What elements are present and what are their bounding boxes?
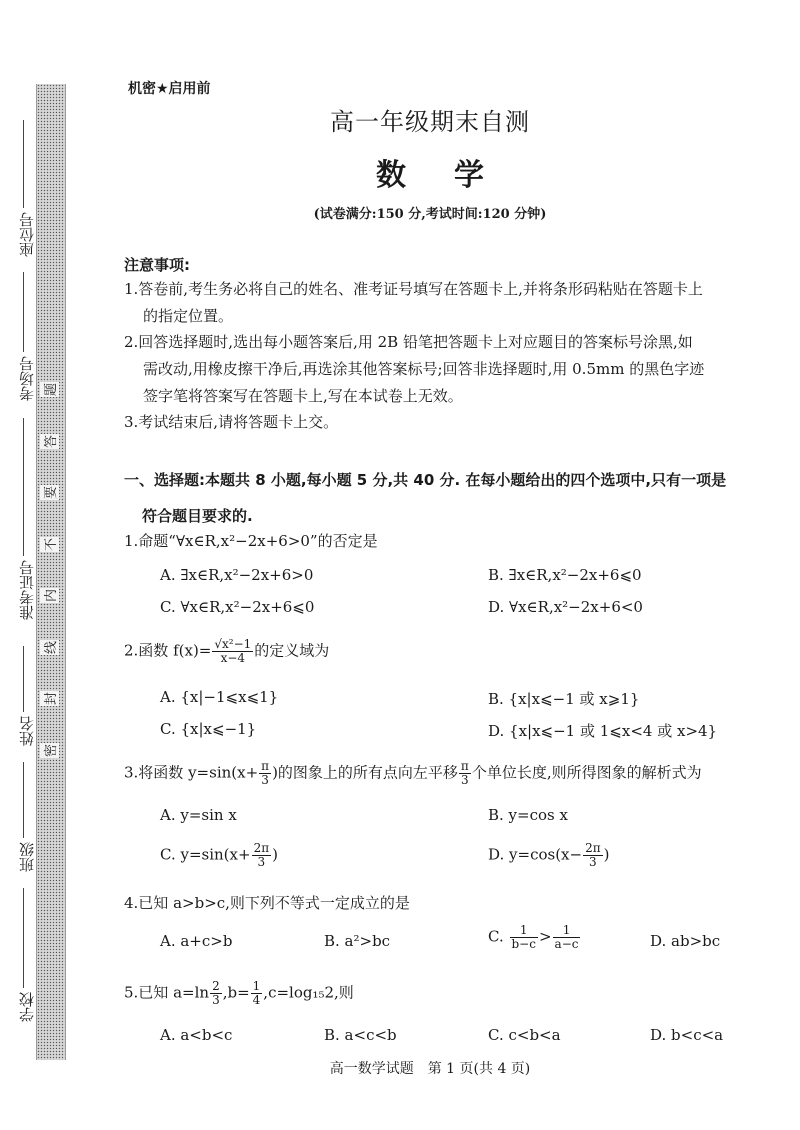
fraction: $\frac{1}{4}$ bbox=[252, 979, 261, 1007]
q3-option-d: D. y=cos(x− $\frac{2\pi}{3}$ ) bbox=[488, 841, 610, 869]
seal-char: 不 bbox=[40, 537, 59, 552]
admission-number-label: 准考证号 bbox=[18, 560, 36, 620]
notice-item: 1.答卷前,考生务必将自己的姓名、准考证号填写在答题卡上,并将条形码粘贴在答题卡上 的指定位置。 bbox=[124, 280, 703, 325]
section-heading: 一、选择题:本题共 8 小题,每小题 5 分,共 40 分. 在每小题给出的四个选项中,只有一项是 符合题目要求的. bbox=[124, 471, 727, 525]
q5-option-d: D. b<c<a bbox=[650, 1026, 724, 1044]
q4-option-c: C. $\frac{1}{b-c}$ > $\frac{1}{a-c}$ bbox=[488, 923, 579, 951]
question-5-stem: 5.已知 a=ln $\frac{2}{3}$ ,b= $\frac{1}{4}$ ,c=log₁₅2,则 bbox=[124, 979, 354, 1007]
q1-option-a: A. ∃x∈R,x²−2x+6>0 bbox=[160, 566, 314, 584]
fill-line bbox=[23, 646, 24, 712]
fill-line bbox=[23, 762, 24, 838]
fraction: $\frac{2}{3}$ bbox=[212, 979, 220, 1007]
seal-char: 答 bbox=[40, 434, 59, 449]
school-label: 学校 bbox=[18, 992, 36, 1022]
fraction: $\frac{2\pi}{3}$ bbox=[585, 841, 601, 869]
name-label: 姓名 bbox=[18, 716, 36, 746]
notice-item: 2.回答选择题时,选出每小题答案后,用 2B 铅笔把答题卡上对应题目的答案标号涂黑,如 需改动,用橡皮擦干净后,再选涂其他答案标号;回答非选择题时,用 0.5mm 的黑色字迹 签字笔将答案写在答题卡上,写在本试卷上无效。 bbox=[124, 333, 705, 405]
confidential-mark: 机密★启用前 bbox=[128, 81, 211, 97]
question-2-stem: 2.函数 f(x)= $\frac{\text{√x²−1}}{x-4}$ 的定义域为 bbox=[124, 637, 330, 665]
q2-option-c: C. {x|x⩽−1} bbox=[160, 720, 257, 738]
q4-option-a: A. a+c>b bbox=[160, 932, 233, 950]
fraction: $\frac{1}{a-c}$ bbox=[554, 923, 579, 951]
seal-char: 封 bbox=[40, 691, 59, 706]
notice-item: 3.考试结束后,请将答题卡上交。 bbox=[124, 413, 339, 431]
q3-option-a: A. y=sin x bbox=[160, 806, 237, 824]
q2-option-a: A. {x|−1⩽x⩽1} bbox=[160, 688, 279, 706]
fill-line bbox=[23, 418, 24, 556]
seat-number-label: 座位号 bbox=[18, 212, 36, 257]
q5-option-a: A. a<b<c bbox=[160, 1026, 233, 1044]
subject-title: 数学 bbox=[376, 158, 532, 193]
q3-option-c: C. y=sin(x+ $\frac{2\pi}{3}$ ) bbox=[160, 841, 278, 869]
notice-title: 注意事项: bbox=[124, 256, 190, 274]
seal-char: 线 bbox=[40, 640, 59, 655]
exam-info: (试卷满分:150 分,考试时间:120 分钟) bbox=[313, 207, 547, 222]
fill-line bbox=[23, 888, 24, 988]
q3-option-b: B. y=cos x bbox=[488, 806, 568, 824]
q1-option-c: C. ∀x∈R,x²−2x+6⩽0 bbox=[160, 598, 315, 616]
fraction: $\frac{\pi}{3}$ bbox=[460, 759, 469, 787]
fill-line bbox=[23, 272, 24, 352]
exam-room-label: 考场号 bbox=[18, 356, 36, 401]
fraction: $\frac{1}{b-c}$ bbox=[511, 923, 536, 951]
q2-option-d: D. {x|x⩽−1 或 1⩽x<4 或 x>4} bbox=[488, 722, 718, 740]
seal-char: 要 bbox=[40, 485, 59, 500]
page-footer: 高一数学试题 第 1 页(共 4 页) bbox=[329, 1061, 531, 1077]
q4-option-b: B. a²>bc bbox=[324, 932, 391, 950]
question-1-stem: 1.命题“∀x∈R,x²−2x+6>0”的否定是 bbox=[124, 532, 378, 550]
q2-option-b: B. {x|x⩽−1 或 x⩾1} bbox=[488, 690, 640, 708]
fraction: $\frac{\pi}{3}$ bbox=[261, 759, 270, 787]
seal-char: 题 bbox=[40, 382, 59, 397]
q1-option-d: D. ∀x∈R,x²−2x+6<0 bbox=[488, 598, 643, 616]
page-title: 高一年级期末自测 bbox=[330, 108, 530, 136]
q5-option-c: C. c<b<a bbox=[488, 1026, 561, 1044]
seal-char: 密 bbox=[40, 743, 59, 758]
seal-char: 内 bbox=[40, 588, 59, 603]
seal-line-text bbox=[39, 380, 61, 760]
q1-option-b: B. ∃x∈R,x²−2x+6⩽0 bbox=[488, 566, 642, 584]
q5-option-b: B. a<c<b bbox=[324, 1026, 397, 1044]
class-label: 班级 bbox=[18, 842, 36, 872]
fraction: $\frac{2\pi}{3}$ bbox=[253, 841, 270, 869]
fraction: $\frac{\text{√x²−1}}{x-4}$ bbox=[214, 637, 252, 665]
question-3-stem: 3.将函数 y=sin(x+ $\frac{\pi}{3}$ )的图象上的所有点向左平移 $\frac{\pi}{3}$ 个单位长度,则所得图象的解析式为 bbox=[124, 759, 702, 787]
q4-option-d: D. ab>bc bbox=[650, 932, 721, 950]
question-4-stem: 4.已知 a>b>c,则下列不等式一定成立的是 bbox=[124, 894, 410, 912]
